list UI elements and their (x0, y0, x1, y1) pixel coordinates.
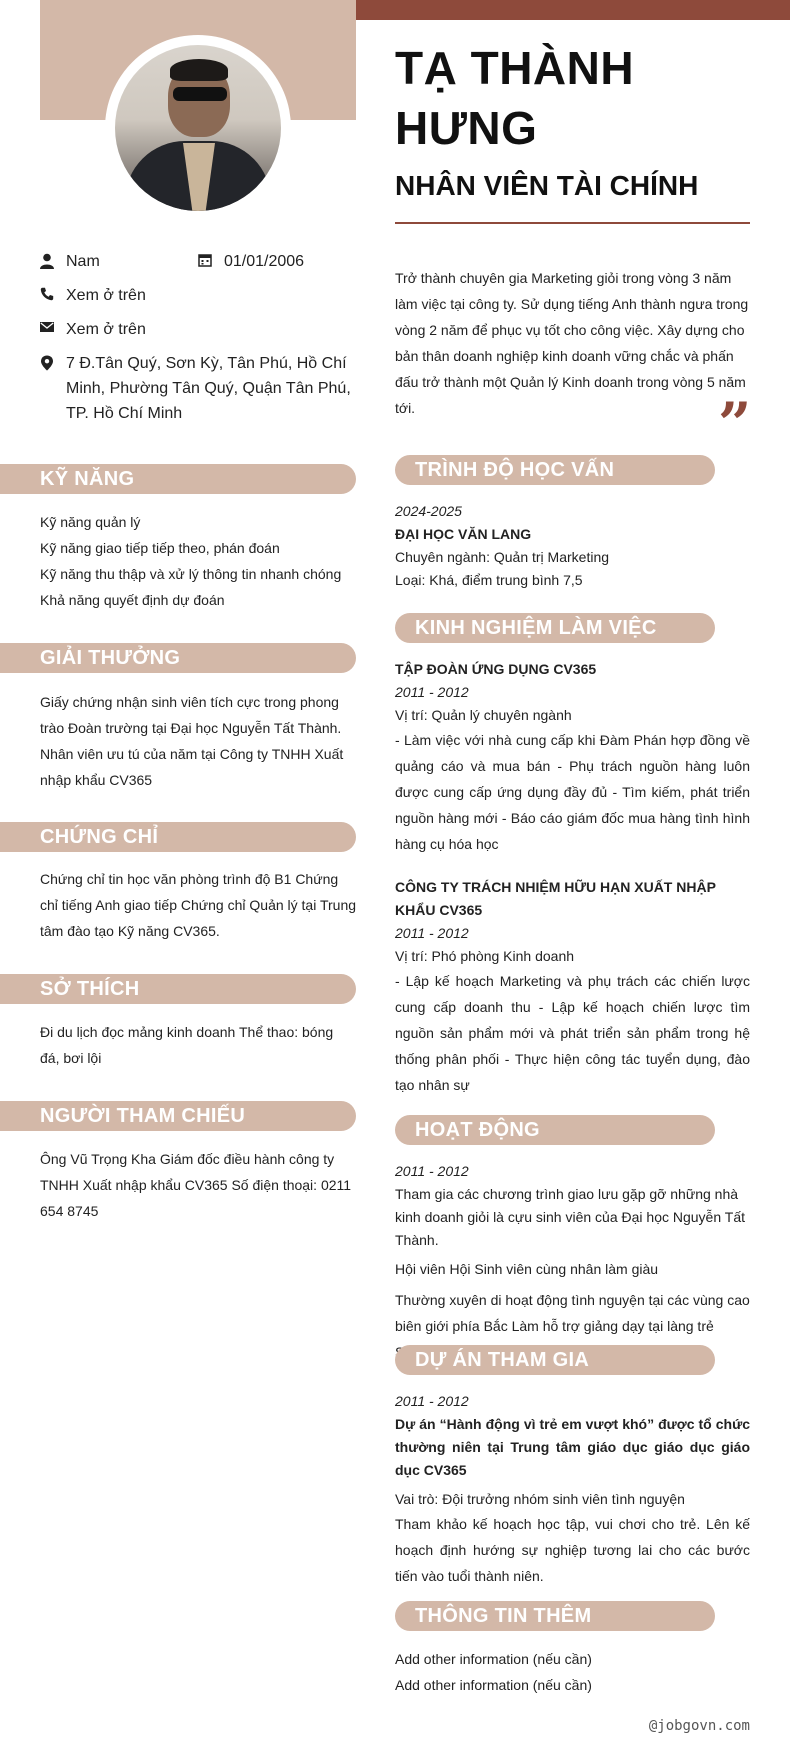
title-divider (395, 222, 750, 224)
phone-row (40, 283, 146, 308)
phone-icon (40, 287, 54, 301)
job-company: TẬP ĐOÀN ỨNG DỤNG CV365 (395, 661, 597, 677)
projects-heading: DỰ ÁN THAM GIA (415, 1349, 590, 1371)
person-icon (40, 253, 54, 269)
extra-info-item: Add other information (nếu cần) (395, 1651, 592, 1667)
education-grade: Loại: Khá, điểm trung bình 7,5 (395, 572, 583, 588)
hobbies-section-header (0, 974, 356, 1004)
experience-heading: KINH NGHIỆM LÀM VIỆC (415, 617, 657, 639)
references-text: Ông Vũ Trọng Kha Giám đốc điều hành công ty TNHH Xuất nhập khẩu CV365 Số điện thoại: 0211 654 8745 (40, 1151, 352, 1219)
birthday-value: 01/01/2006 (224, 253, 305, 270)
education-school: ĐẠI HỌC VĂN LANG (395, 526, 532, 542)
address-value: 7 Đ.Tân Quý, Sơn Kỳ, Tân Phú, Hồ Chí Minh, Phường Tân Quý, Quận Tân Phú, TP. Hồ Chí Minh (66, 355, 351, 422)
education-section-header (395, 455, 715, 485)
skill-item: Kỹ năng quản lý (40, 514, 141, 530)
hobbies-text: Đi du lịch đọc mảng kinh doanh Thể thao: bóng đá, bơi lội (40, 1024, 334, 1066)
awards-heading: GIẢI THƯỞNG (40, 647, 181, 669)
certificates-section-header (0, 822, 356, 852)
activities-period: 2011 - 2012 (395, 1163, 469, 1179)
job-position: Vị trí: Quản lý chuyên ngành (395, 707, 572, 723)
project-name: Dự án “Hành động vì trẻ em vượt khó” được tổ chức thường niên tại Trung tâm giáo dục giáo dục giáo dục CV365 (395, 1416, 750, 1478)
email-value: Xem ở trên (66, 321, 146, 338)
calendar-icon (198, 253, 212, 267)
skills-list (40, 509, 356, 613)
certificates-text: Chứng chỉ tin học văn phòng trình độ B1 Chứng chỉ tiếng Anh giao tiếp Chứng chỉ Quản lý tại Trung tâm đào tạo Kỹ năng CV365. (40, 871, 357, 939)
job-position: Vị trí: Phó phòng Kinh doanh (395, 948, 575, 964)
activity-item: Hội viên Hội Sinh viên cùng nhân làm giàu (395, 1261, 659, 1277)
job-company: CÔNG TY TRÁCH NHIỆM HỮU HẠN XUẤT NHẬP KHẨU CV365 (395, 879, 716, 918)
email-row (40, 317, 146, 342)
job-period: 2011 - 2012 (395, 684, 469, 700)
education-heading: TRÌNH ĐỘ HỌC VẤN (415, 459, 615, 481)
hobbies-heading: SỞ THÍCH (40, 978, 140, 1000)
extra-info-heading: THÔNG TIN THÊM (415, 1605, 592, 1627)
certificates-heading: CHỨNG CHỈ (40, 826, 159, 848)
job-description: - Làm việc với nhà cung cấp khi Đàm Phán hợp đồng về quảng cáo và mua bán - Phụ trách nguồn hàng luôn được cung cấp ứng dụng đầy đủ - Tìm kiếm, phát triển nguồn hàng mới - Báo cáo giám đốc mua hàng tình hình hàng cụ hóa học (395, 732, 750, 852)
skills-heading: KỸ NĂNG (40, 468, 135, 490)
skill-item: Kỹ năng thu thập và xử lý thông tin nhanh chóng (40, 566, 342, 582)
envelope-icon (40, 321, 54, 333)
candidate-name: TẠ THÀNH HƯNG (395, 42, 635, 154)
awards-text: Giấy chứng nhận sinh viên tích cực trong phong trào Đoàn trường tại Đại học Nguyễn Tất Thành. Nhân viên ưu tú của năm tại Công ty TNHH Xuất nhập khẩu CV365 (40, 694, 344, 788)
birthday-row (198, 249, 304, 274)
activity-item: Tham gia các chương trình giao lưu gặp gỡ những nhà kinh doanh giỏi là cựu sinh viên của Đại học Nguyễn Tất Thành. (395, 1186, 745, 1248)
experience-entry (395, 658, 750, 857)
activities-entry (395, 1160, 750, 1365)
extra-info-section-header (395, 1601, 715, 1631)
skills-section-header (0, 464, 356, 494)
phone-value: Xem ở trên (66, 287, 146, 304)
skill-item: Khả năng quyết định dự đoán (40, 592, 225, 608)
footer-watermark: @jobgovn.com (648, 1718, 750, 1734)
skill-item: Kỹ năng giao tiếp tiếp theo, phán đoán (40, 540, 280, 556)
activities-heading: HOẠT ĐỘNG (415, 1119, 540, 1141)
project-period: 2011 - 2012 (395, 1393, 469, 1409)
activity-item: Thường xuyên di hoạt động tình nguyện tại các vùng cao biên giới phía Bắc Làm hỗ trợ giảng dạy tại làng trẻ (395, 1292, 750, 1334)
references-section-header (0, 1101, 356, 1131)
quote-icon: ” (718, 390, 752, 458)
education-major: Chuyên ngành: Quản trị Marketing (395, 549, 610, 565)
awards-section-header (0, 643, 356, 673)
job-description: - Lập kế hoạch Marketing và phụ trách các chiến lược cung cấp doanh thu - Lập kế hoạch chiến lược tìm nguồn sản phẩm mới và phát triển sản phẩm trong hệ thống phân phối - Thực hiện công tác tuyển dụng, đào tạo nhân sự (395, 973, 750, 1093)
extra-info-item: Add other information (nếu cần) (395, 1677, 592, 1693)
project-description: Tham khảo kế hoạch học tập, vui chơi cho trẻ. Lên kế hoạch định hướng sự nghiệp tương lai cho các bước tiến vào tuổi thành niên. (395, 1516, 750, 1584)
address-row (40, 351, 366, 426)
job-period: 2011 - 2012 (395, 925, 469, 941)
projects-section-header (395, 1345, 715, 1375)
gender-value: Nam (66, 253, 100, 270)
job-title: NHÂN VIÊN TÀI CHÍNH (395, 170, 699, 201)
project-role: Vai trò: Đội trưởng nhóm sinh viên tình nguyện (395, 1491, 685, 1507)
location-pin-icon (40, 355, 54, 371)
top-accent-bar (355, 0, 790, 20)
gender-row (40, 249, 100, 274)
career-objective: Trở thành chuyên gia Marketing giỏi trong vòng 3 năm làm việc tại công ty. Sử dụng tiếng Anh thành ngưa trong vòng 2 năm để phục vụ tốt cho công việc. Xây dựng cho bản thân doanh nghiệp kinh doanh vững chắc và phấn đấu trở thành một Quản lý Kinh doanh trong vòng 5 năm tới. (395, 270, 749, 416)
project-entry (395, 1390, 750, 1589)
activities-section-header (395, 1115, 715, 1145)
extra-info-list (395, 1646, 750, 1698)
experience-entry (395, 876, 750, 1098)
avatar (115, 45, 281, 211)
experience-section-header (395, 613, 715, 643)
education-entry (395, 500, 750, 592)
references-heading: NGƯỜI THAM CHIẾU (40, 1105, 246, 1127)
education-period: 2024-2025 (395, 503, 462, 519)
